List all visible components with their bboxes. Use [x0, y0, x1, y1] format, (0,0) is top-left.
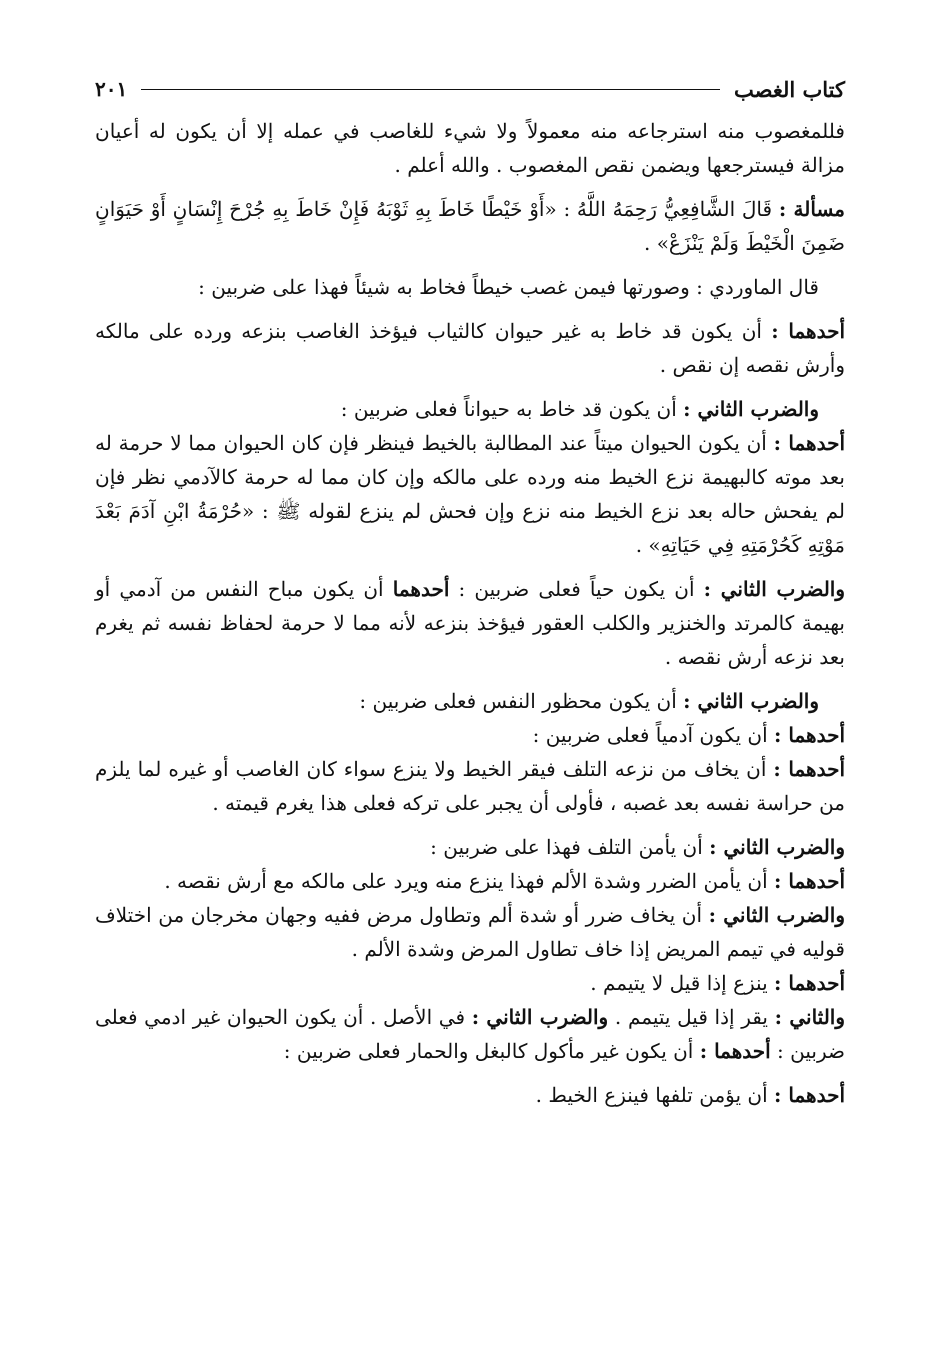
- paragraph-heading: والضرب الثاني :: [683, 397, 819, 421]
- paragraph-text: قَالَ الشَّافِعِيُّ رَحِمَهُ اللَّهُ : «أَوْ خَيْطًا خَاطَ بِهِ ثَوْبَهُ فَإِنْ خَاطَ بِهِ جُرْحَ إِنْسَانٍ أَوْ حَيَوَانٍ ضَمِنَ الْخَيْطَ وَلَمْ يَنْزَعْ» .: [95, 197, 845, 255]
- paragraph-text: أن يكون قد خاط به حيواناً فعلى ضربين :: [340, 397, 677, 421]
- paragraph: [95, 864, 845, 898]
- paragraph-text: في الأصل . أن يكون الحيوان غير ادمي فعلى ضربين :: [95, 1005, 845, 1063]
- paragraph-text: أن يخاف ضرر أو شدة ألم وتطاول مرض ففيه وجهان مخرجان من اختلاف قوليه في تيمم المريض إذا خاف تطاول المرض وشدة الألم .: [95, 903, 845, 961]
- paragraph-text: أن يكون آدمياً فعلى ضربين :: [532, 723, 768, 747]
- page-number: ٢٠١: [95, 77, 128, 101]
- header-rule: [141, 89, 720, 90]
- paragraph-subheading: والضرب الثاني :: [471, 1005, 609, 1029]
- paragraph: [95, 572, 845, 674]
- paragraph: [95, 1078, 845, 1112]
- paragraph-heading: والضرب الثاني :: [683, 689, 819, 713]
- paragraph-text: يقر إذا قيل يتيمم .: [614, 1005, 768, 1029]
- paragraph-heading: أحدهما :: [774, 869, 845, 893]
- paragraph: [95, 898, 845, 966]
- paragraph-text: أن يكون غير مأكول كالبغل والحمار فعلى ضربين :: [283, 1039, 694, 1063]
- paragraph-text: أن يخاف من نزعه التلف فيقر الخيط ولا ينزع سواء كان الغاصب أو غيره لما يلزم من حراسة نفسه بعد غصبه ، فأولى أن يجبر على تركه فعلى هذا يغرم قيمته .: [95, 757, 845, 815]
- paragraph: [95, 314, 845, 382]
- paragraph-heading: والضرب الثاني :: [703, 577, 846, 601]
- paragraph-text: أن يأمن الضرر وشدة الألم فهذا ينزع منه ويرد على مالكه مع أرش نقصه .: [164, 869, 768, 893]
- paragraph-text: أن يكون مباح النفس من آدمي أو بهيمة كالمرتد والخنزير والكلب العقور فيؤخذ بنزعه لأنه مما لا حرمة لحفاظ نفسه ثم يغرم بعد نزعه أرش نقصه .: [95, 577, 845, 669]
- paragraph-text: أن يأمن التلف فهذا على ضربين :: [430, 835, 703, 859]
- paragraph: [95, 966, 845, 1000]
- paragraph-heading: أحدهما :: [773, 431, 845, 455]
- paragraph: [95, 426, 845, 562]
- paragraph-heading: والضرب الثاني :: [708, 903, 845, 927]
- paragraph-subheading: أحدهما :: [699, 1039, 771, 1063]
- paragraph-text: أن يؤمن تلفها فينزع الخيط .: [535, 1083, 768, 1107]
- paragraph: [95, 752, 845, 820]
- paragraph-text: فللمغصوب منه استرجاعه منه معمولاً ولا شيء للغاصب في عمله إلا أن يكون له أعيان مزالة فيسترجعها ويضمن نقص المغصوب . والله أعلم .: [95, 119, 845, 177]
- paragraph-text: أن يكون قد خاط به غير حيوان كالثياب فيؤخذ الغاصب بنزعه ورده على مالكه وأرش نقصه إن نقص .: [95, 319, 845, 377]
- paragraph-text: أن يكون حياً فعلى ضربين :: [458, 577, 695, 601]
- paragraph-heading: مسألة :: [778, 197, 846, 221]
- paragraph-subheading: أحدهما: [392, 577, 450, 601]
- paragraph-text: أن يكون الحيوان ميتاً عند المطالبة بالخيط فينظر فإن كان الحيوان مما لا حرمة له بعد موته كالبهيمة نزع الخيط منه ورده على مالكه وإن كان مما له حرمة كالآدمي نظر فإن لم يفحش حاله بعد نزع الخيط منه نزع وإن فحش لم ينزع لقوله ﷺ : «حُرْمَةُ ابْنِ آدَمَ بَعْدَ مَوْتِهِ كَحُرْمَتِهِ فِي حَيَاتِهِ» .: [95, 431, 845, 557]
- paragraph-heading: والثاني :: [774, 1005, 846, 1029]
- chapter-title: كتاب الغصب: [733, 76, 845, 102]
- paragraph: [95, 1000, 845, 1068]
- paragraph-heading: أحدهما :: [773, 757, 845, 781]
- paragraph: [95, 392, 845, 426]
- paragraph: [95, 270, 845, 304]
- paragraph: [95, 684, 845, 718]
- paragraph-text: ينزع إذا قيل لا يتيمم .: [590, 971, 768, 995]
- paragraph-heading: أحدهما :: [771, 319, 846, 343]
- paragraph-heading: والضرب الثاني :: [709, 835, 845, 859]
- paragraph: [95, 830, 845, 864]
- running-header: [95, 72, 845, 106]
- paragraph: [95, 114, 845, 182]
- paragraph-masala: [95, 192, 845, 260]
- paragraph-text: قال الماوردي : وصورتها فيمن غصب خيطاً فخاط به شيئاً فهذا على ضربين :: [198, 275, 819, 299]
- page-body: [95, 114, 845, 1112]
- paragraph-text: أن يكون محظور النفس فعلى ضربين :: [359, 689, 677, 713]
- paragraph-heading: أحدهما :: [774, 1083, 845, 1107]
- paragraph: [95, 718, 845, 752]
- paragraph-heading: أحدهما :: [774, 971, 845, 995]
- paragraph-heading: أحدهما :: [774, 723, 845, 747]
